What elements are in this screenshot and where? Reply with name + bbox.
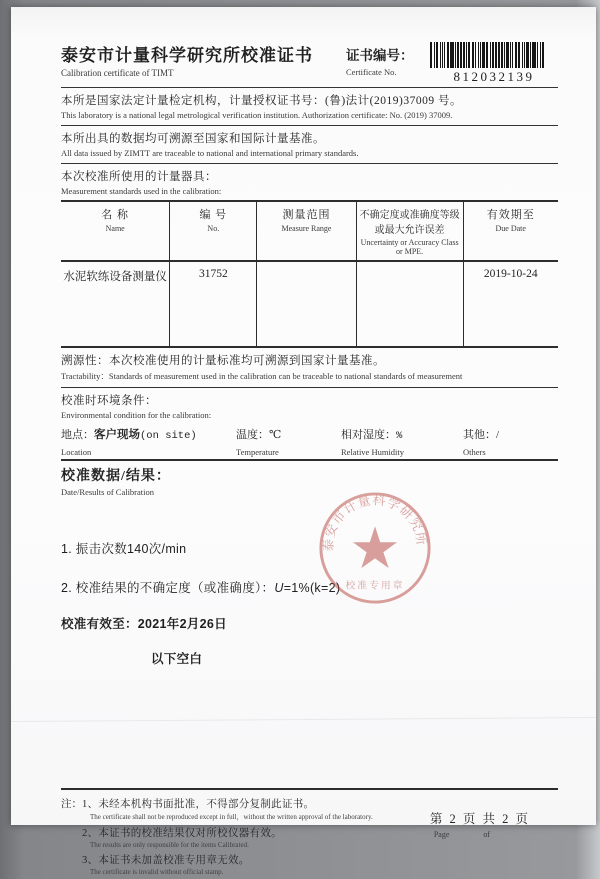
table-header-duedate: 有效期至 Due Date [486,209,535,233]
authorization-statement [61,88,558,125]
authorization-statement-cn: 本所是国家法定计量检定机构，计量授权证书号：(鲁)法计(2019)37009 号。 [61,95,462,107]
traceability-statement [61,348,558,387]
results-heading [61,465,558,497]
footer-note-2: 2、本证书的校准结果仅对所校仪器有效。 [82,828,282,839]
cell-uncertainty [357,262,464,346]
page-title-english: Calibration certificate of TIMT [61,68,174,78]
official-stamp [316,489,434,607]
result-line-2: 2. 校准结果的不确定度（或准确度）：U=1%(k=2) [61,581,341,595]
instruments-heading-cn: 本次校准所使用的计量器具： [61,171,217,183]
footer-note-3-en: The certificate is invalid without official stamp. [90,868,224,876]
of-word: of [483,830,491,839]
result-line-1: 1. 振击次数140次/min [61,542,187,556]
barcode-block [430,41,558,87]
environment-heading-cn: 校准时环境条件： [61,395,157,407]
footer [61,790,558,879]
footer-note-2-en: The results are only responsible for the items Calibrated. [90,841,249,849]
footer-note-3: 3、本证书未加盖校准专用章无效。 [82,855,250,866]
traceable-statement-en: All data issued by ZIMTT are traceable to national and international primary standards. [61,148,359,158]
page-title: 泰安市计量科学研究所校准证书 [61,46,313,65]
stamp-bottom-text: 校准专用章 [345,580,405,592]
cell-due-date: 2019-10-24 [483,268,538,280]
table-header-row [61,202,558,262]
traceability-en: Tractability：Standards of measurement used in the calibration can be traceable to national standards of measurement [61,371,463,381]
note-label: 注： [61,799,82,810]
environment-heading [61,388,558,420]
barcode [430,42,558,68]
valid-until-line: 校准有效至：2021年2月26日 [61,617,227,631]
traceable-statement-cn: 本所出具的数据均可溯源至国家和国际计量基准。 [61,133,325,145]
certificate-number-label-english: Certificate No. [346,67,397,77]
cell-instrument-name: 水泥软练设备测量仪 [61,262,170,346]
environment-heading-en: Environmental condition for the calibration: [61,410,212,420]
page-word: Page [433,830,450,839]
stamp-star-icon [353,526,397,568]
stamp-arc-text: 泰安市计量科学研究所 [321,493,429,553]
cell-measure-range [257,262,356,346]
divider [61,459,558,461]
instruments-heading-en: Measurement standards used in the calibration: [61,186,222,196]
authorization-statement-en: This laboratory is a national legal metrological verification institution. Authorization certificate: No. (2019) 37009. [61,110,453,120]
cell-instrument-no: 31752 [170,262,257,346]
traceability-cn: 溯源性：本次校准使用的计量标准均可溯源到国家计量基准。 [61,355,385,367]
table-header-range: 测量范围 Measure Range [257,202,356,260]
certificate-page [11,7,596,876]
results-heading-en: Date/Results of Calibration [61,487,155,497]
footer-notes [61,796,373,879]
results-heading-cn: 校准数据/结果： [61,469,171,484]
footer-note-1: 1、未经本机构书面批准，不得部分复制此证书。 [82,799,315,810]
instruments-heading [61,164,558,199]
table-row [61,262,558,346]
table-header-no: 编 号 No. [170,202,257,260]
environment-conditions-row [61,420,558,459]
blank-below-note: 以下空白 [151,652,203,666]
certificate-number-value: 812032139 [453,69,535,84]
certificate-number-label-block [346,41,430,87]
footer-note-1-en: The certificate shall not be reproduced except in full，without the written approval of the laboratory. [90,813,373,821]
certificate-header [61,41,558,87]
certificate-number-label: 证书编号： [346,48,414,63]
env-temperature: 温度：℃ Temperature [236,429,282,457]
env-humidity: 相对湿度：% Relative Humidity [341,429,405,457]
page-indicator [430,796,530,879]
page-number-line: 第 2 页 共 2 页 [429,812,530,826]
instruments-table [61,200,558,348]
traceable-statement [61,126,558,163]
env-location: 地点：客户现场(on site) Location [61,429,197,457]
table-header-uncertainty: 不确定度或准确度等级或最大允许误差 Uncertainty or Accuracy Class or MPE. [357,202,464,260]
title-block [61,41,313,87]
env-others: 其他：/ Others [463,429,500,457]
table-header-name: 名 称 Name [61,202,170,260]
